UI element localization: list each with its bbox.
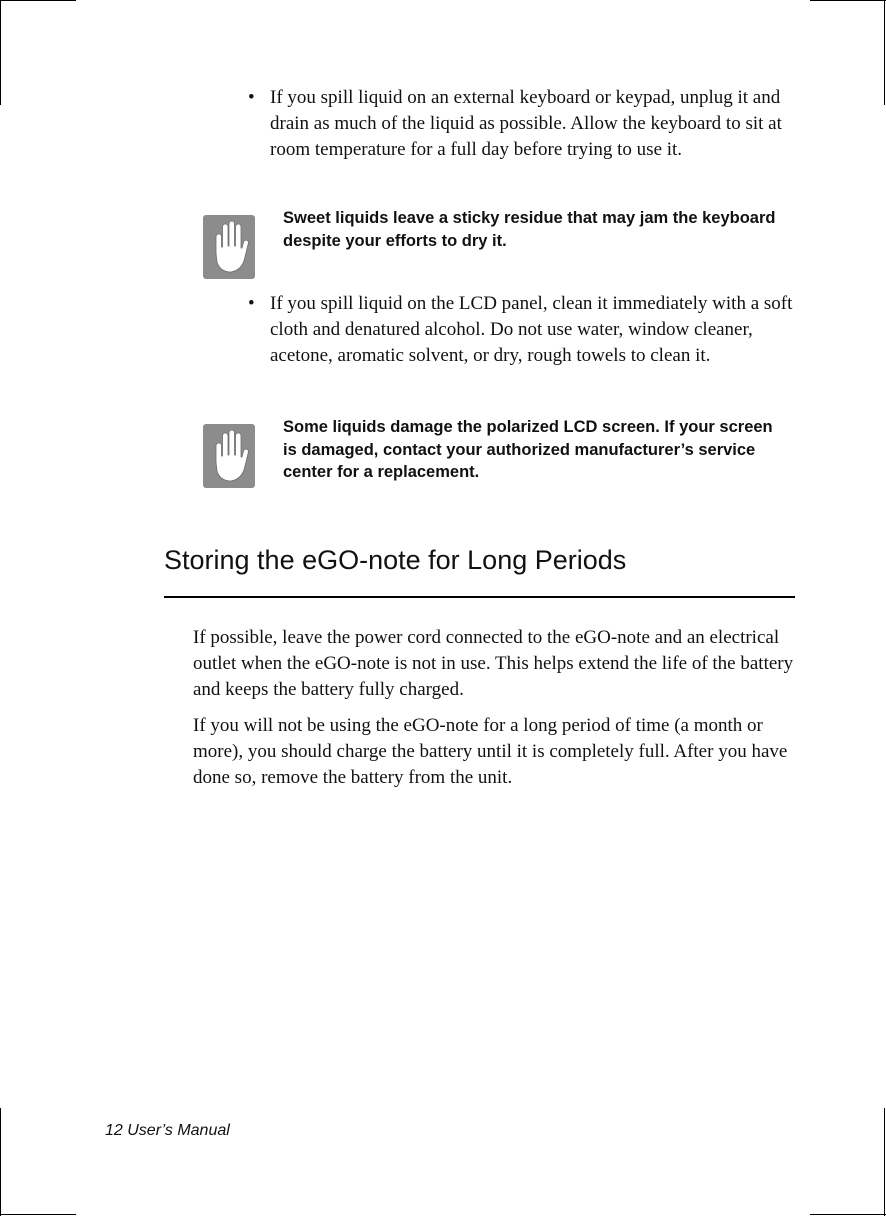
page-footer: 12 User’s Manual: [105, 1122, 230, 1139]
crop-mark-bottom-left-h: [0, 1214, 76, 1215]
stop-hand-icon: [203, 215, 255, 279]
note-text: Some liquids damage the polarized LCD screen. If your screen is damaged, contact your authorized manufacturer’s service center for a replacement.: [283, 418, 773, 481]
bullet-text: If you spill liquid on the LCD panel, clean it immediately with a soft cloth and denatured alcohol. Do not use water, window cleaner, acetone, aromatic solvent, or dry, rough towels to clean it.: [270, 293, 793, 366]
body-paragraph: If possible, leave the power cord connected to the eGO-note and an electrical outlet when the eGO-note is not in use. This helps extend the life of the battery and keeps the battery fully charged.: [193, 627, 794, 700]
crop-mark-top-left-v: [0, 0, 1, 105]
heading-rule: [164, 596, 795, 598]
section-heading: Storing the eGO-note for Long Periods: [164, 545, 627, 575]
note-text: Sweet liquids leave a sticky residue that may jam the keyboard despite your efforts to dry it.: [283, 209, 776, 250]
bullet-item: [248, 85, 796, 163]
bullet-text: If you spill liquid on an external keyboard or keypad, unplug it and drain as much of the liquid as possible. Allow the keyboard to sit at room temperature for a full day before trying to use it.: [270, 87, 782, 160]
body-paragraph: If you will not be using the eGO-note for a long period of time (a month or more), you should charge the battery until it is completely full. After you have done so, remove the battery from the unit.: [193, 715, 788, 788]
crop-mark-top-left-h: [0, 0, 76, 1]
bullet-dot: •: [248, 87, 255, 108]
stop-hand-icon: [203, 424, 255, 488]
crop-mark-bottom-right-h: [810, 1214, 886, 1215]
bullet-item: [248, 291, 796, 369]
bullet-dot: •: [248, 293, 255, 314]
crop-mark-top-right-h: [810, 0, 886, 1]
crop-mark-bottom-right-v: [884, 1108, 885, 1216]
crop-mark-top-right-v: [884, 0, 885, 105]
crop-mark-bottom-left-v: [0, 1108, 1, 1216]
